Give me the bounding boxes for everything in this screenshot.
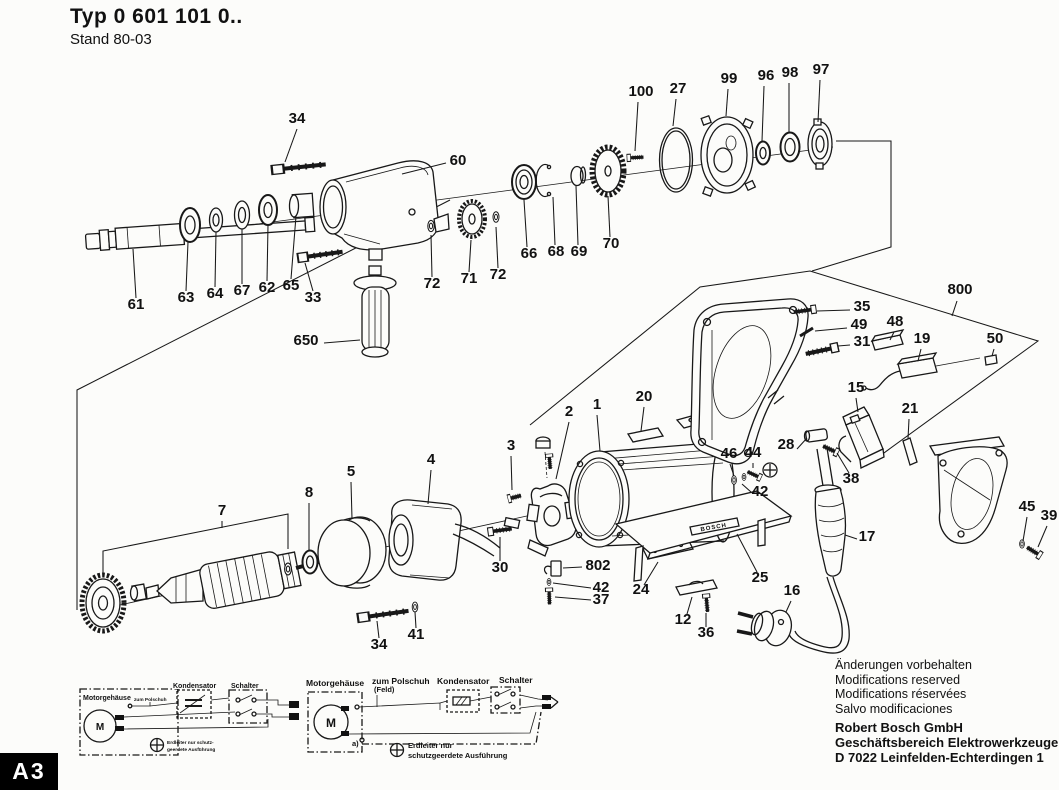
leader-line-17 <box>845 535 857 539</box>
callout-8: 8 <box>304 484 314 501</box>
callout-42: 42 <box>751 483 769 500</box>
callout-28: 28 <box>777 436 795 453</box>
part-bearing-plate-99 <box>701 116 755 196</box>
part-side-handle-650 <box>354 266 396 357</box>
leader-line-2 <box>556 422 569 479</box>
label-kondensator-large: Kondensator <box>437 676 490 686</box>
part-suppressor-48 <box>872 330 903 350</box>
part-fan-gear <box>82 575 124 631</box>
part-washer-armature <box>285 563 292 575</box>
callout-67: 67 <box>233 282 251 299</box>
callout-66: 66 <box>520 245 538 262</box>
label-kondensator-small: Kondensator <box>173 683 217 690</box>
callout-27: 27 <box>669 80 687 97</box>
part-plug-16 <box>737 607 795 649</box>
callout-44: 44 <box>744 444 762 461</box>
bosch-plate-text: BOSCH <box>700 522 728 534</box>
leader-line-802 <box>563 567 582 568</box>
leader-line-28 <box>797 438 807 449</box>
callout-4: 4 <box>426 451 436 468</box>
leader-line-63 <box>186 242 188 291</box>
part-washer-72b <box>493 212 499 223</box>
label-schalter-small: Schalter <box>231 683 259 690</box>
leader-line-72 <box>431 235 432 277</box>
leader-line-39 <box>1038 526 1047 547</box>
callout-68: 68 <box>547 243 565 260</box>
leader-line-42 <box>742 484 751 492</box>
callout-71: 71 <box>460 270 478 287</box>
part-air-guide-ring-5 <box>318 517 386 588</box>
label-erdleiter2-large: schutzgeerdete Ausführung <box>408 751 508 760</box>
part-screw-31 <box>805 343 839 359</box>
note-line: Änderungen vorbehalten <box>835 658 972 672</box>
part-washer-72a <box>428 220 434 231</box>
part-screw-34-top <box>272 160 327 175</box>
callout-30: 30 <box>491 559 509 576</box>
part-screw-100 <box>627 154 644 162</box>
part-screw-44 <box>746 468 763 481</box>
leader-line-16 <box>786 601 791 612</box>
callout-802: 802 <box>585 557 611 574</box>
part-washer-42-left <box>547 579 551 586</box>
leader-line-71 <box>469 240 471 272</box>
callout-34: 34 <box>370 636 388 653</box>
company-line: Robert Bosch GmbH <box>835 720 963 735</box>
part-gear-70 <box>592 147 624 195</box>
callout-61: 61 <box>127 296 145 313</box>
part-ring-64 <box>210 208 223 232</box>
part-screw-brush <box>545 454 553 470</box>
leader-line-61 <box>133 249 136 298</box>
callout-65: 65 <box>282 277 300 294</box>
callout-100: 100 <box>628 83 654 100</box>
part-washer-45 <box>1020 540 1025 548</box>
note-line: Salvo modificaciones <box>835 701 953 716</box>
type-number: Typ 0 601 101 0.. <box>70 5 243 28</box>
leader-line-96 <box>762 86 764 141</box>
callout-41: 41 <box>407 626 425 643</box>
callout-650: 650 <box>293 332 319 349</box>
leader-line-3 <box>511 456 512 490</box>
leader-line-20 <box>641 407 644 431</box>
note-line: Modifications réservées <box>835 687 967 701</box>
callout-72: 72 <box>423 275 441 292</box>
part-carbon-brush-802 <box>544 561 561 576</box>
label-motorgehaeuse-large: Motorgehäuse <box>306 678 365 688</box>
part-screw-3 <box>507 492 522 503</box>
callout-70: 70 <box>602 235 620 252</box>
part-washer-67 <box>235 201 250 229</box>
part-pin-50 <box>985 355 997 365</box>
part-sleeve-65 <box>290 193 314 217</box>
leader-line-1 <box>597 415 600 451</box>
part-circlip-68 <box>536 165 550 197</box>
callout-15: 15 <box>847 379 865 396</box>
callout-34: 34 <box>288 110 306 127</box>
label-schalter-large: Schalter <box>499 675 533 685</box>
callout-1: 1 <box>592 396 602 413</box>
callout-49: 49 <box>850 316 868 333</box>
callout-36: 36 <box>697 624 715 641</box>
callout-72: 72 <box>489 266 507 283</box>
part-washer-42-right <box>742 474 746 481</box>
leader-line-25 <box>737 534 757 572</box>
leader-line-97 <box>818 80 820 122</box>
callout-99: 99 <box>720 70 738 87</box>
callout-35: 35 <box>853 298 871 315</box>
leader-line-4 <box>428 470 431 504</box>
part-connector-19 <box>862 353 980 390</box>
leader-line-68 <box>553 197 555 245</box>
leader-line-5 <box>351 482 352 519</box>
part-bearing-62 <box>259 195 277 225</box>
part-bearing-66 <box>512 165 536 199</box>
part-strain-relief-17 <box>815 485 845 576</box>
part-cable-clamp-12 <box>676 580 717 595</box>
callout-46: 46 <box>720 445 738 462</box>
callout-20: 20 <box>635 388 653 405</box>
callout-33: 33 <box>304 289 322 306</box>
callout-7: 7 <box>217 502 227 519</box>
note-line: Modifications reserved <box>835 672 961 687</box>
part-gear-housing-60 <box>320 161 438 260</box>
callout-64: 64 <box>206 285 224 302</box>
legal-block <box>835 658 1058 765</box>
callout-48: 48 <box>886 313 904 330</box>
part-washer-46 <box>732 476 737 485</box>
leader-line-70 <box>608 196 610 237</box>
part-screw-37 <box>545 588 553 605</box>
leader-line-35 <box>817 310 850 311</box>
label-feld: (Feld) <box>374 685 395 694</box>
part-switch-15 <box>839 407 884 468</box>
circuit-diagram-small <box>80 682 299 755</box>
company-line: D 7022 Leinfelden-Echterdingen 1 <box>835 750 1044 765</box>
part-pinion-gear-71 <box>434 201 485 237</box>
leader-line-31 <box>838 345 850 346</box>
part-spacer-69 <box>571 167 586 186</box>
leader-line-49 <box>815 328 847 331</box>
callout-45: 45 <box>1018 498 1036 515</box>
callout-25: 25 <box>751 569 769 586</box>
company-line: Geschäftsbereich Elektrowerkzeuge <box>835 735 1059 750</box>
label-erdleiter1-large: Erdleiter nur <box>408 741 453 750</box>
sheet-size-label: A3 <box>0 753 58 790</box>
part-screw-36 <box>702 594 711 613</box>
callout-50: 50 <box>986 330 1004 347</box>
part-washer-41 <box>412 602 418 612</box>
part-cable-sleeve-28 <box>805 429 834 486</box>
label-a: a) <box>352 739 359 748</box>
label-zum-polschuh-large: zum Polschuh <box>372 676 430 686</box>
callout-5: 5 <box>346 463 356 480</box>
callout-800: 800 <box>947 281 973 298</box>
callout-24: 24 <box>632 581 650 598</box>
part-ball-bearing-98 <box>781 133 800 162</box>
part-bearing-8 <box>303 551 318 574</box>
callout-16: 16 <box>783 582 801 599</box>
leader-line-64 <box>215 232 216 287</box>
leader-line-650 <box>324 340 360 343</box>
leader-line-21 <box>908 419 909 439</box>
callout-42: 42 <box>592 579 610 596</box>
callout-2: 2 <box>564 403 574 420</box>
part-label-20 <box>628 428 663 442</box>
leader-line-72 <box>496 227 498 268</box>
leader-line-34 <box>285 129 297 162</box>
part-screw-34-bottom <box>357 606 409 622</box>
leader-line-100 <box>635 102 638 151</box>
callout-97: 97 <box>812 61 830 78</box>
leader-line-33 <box>305 263 313 291</box>
callout-69: 69 <box>570 243 588 260</box>
callout-12: 12 <box>674 611 692 628</box>
leader-line-42 <box>553 583 591 588</box>
callout-62: 62 <box>258 279 276 296</box>
earth-terminal-symbol <box>763 463 777 477</box>
part-bearing-63 <box>180 208 200 242</box>
label-motorgehaeuse-small: Motorgehäuse <box>83 695 131 702</box>
callout-3: 3 <box>506 437 516 454</box>
leader-line-37 <box>555 597 591 600</box>
callout-31: 31 <box>853 333 871 350</box>
part-bushing <box>131 584 147 601</box>
part-housing-half-right <box>930 437 1007 543</box>
callout-37: 37 <box>592 591 610 608</box>
leader-line-99 <box>726 89 728 116</box>
label-zum-polschuh-small: zum Polschuh <box>134 698 167 703</box>
part-bearing-96 <box>756 142 770 165</box>
leader-line-62 <box>267 225 268 281</box>
part-plug-piece <box>504 518 519 529</box>
part-armature-7 <box>146 547 322 610</box>
leader-line-800 <box>952 301 957 316</box>
callout-19: 19 <box>913 330 931 347</box>
callout-98: 98 <box>781 64 799 81</box>
part-screw-33 <box>297 247 343 262</box>
callout-21: 21 <box>901 400 919 417</box>
part-screw-38 <box>821 442 839 456</box>
label-erdleiter1-small: Erdleiter nur schutz- <box>167 741 214 746</box>
part-screw-39 <box>1025 544 1043 560</box>
callout-38: 38 <box>842 470 860 487</box>
part-bearing-cover-97 <box>808 119 832 169</box>
part-spring-bar-21 <box>903 438 917 465</box>
leader-line-45 <box>1023 517 1027 541</box>
label-erdleiter2-small: geerdete Ausführung <box>167 748 216 753</box>
callout-63: 63 <box>177 289 195 306</box>
leader-line-66 <box>524 200 527 247</box>
revision-date: Stand 80-03 <box>70 31 152 48</box>
callout-60: 60 <box>449 152 467 169</box>
leader-line-27 <box>673 99 676 126</box>
callout-39: 39 <box>1040 507 1058 524</box>
motor-symbol-small: M <box>95 722 105 733</box>
callout-96: 96 <box>757 67 775 84</box>
part-stator-4 <box>389 500 500 580</box>
part-oring-27 <box>660 128 693 192</box>
leader-line-69 <box>576 186 578 245</box>
callout-17: 17 <box>858 528 876 545</box>
motor-symbol-large: M <box>326 716 336 730</box>
circuit-diagram-large <box>306 675 558 760</box>
